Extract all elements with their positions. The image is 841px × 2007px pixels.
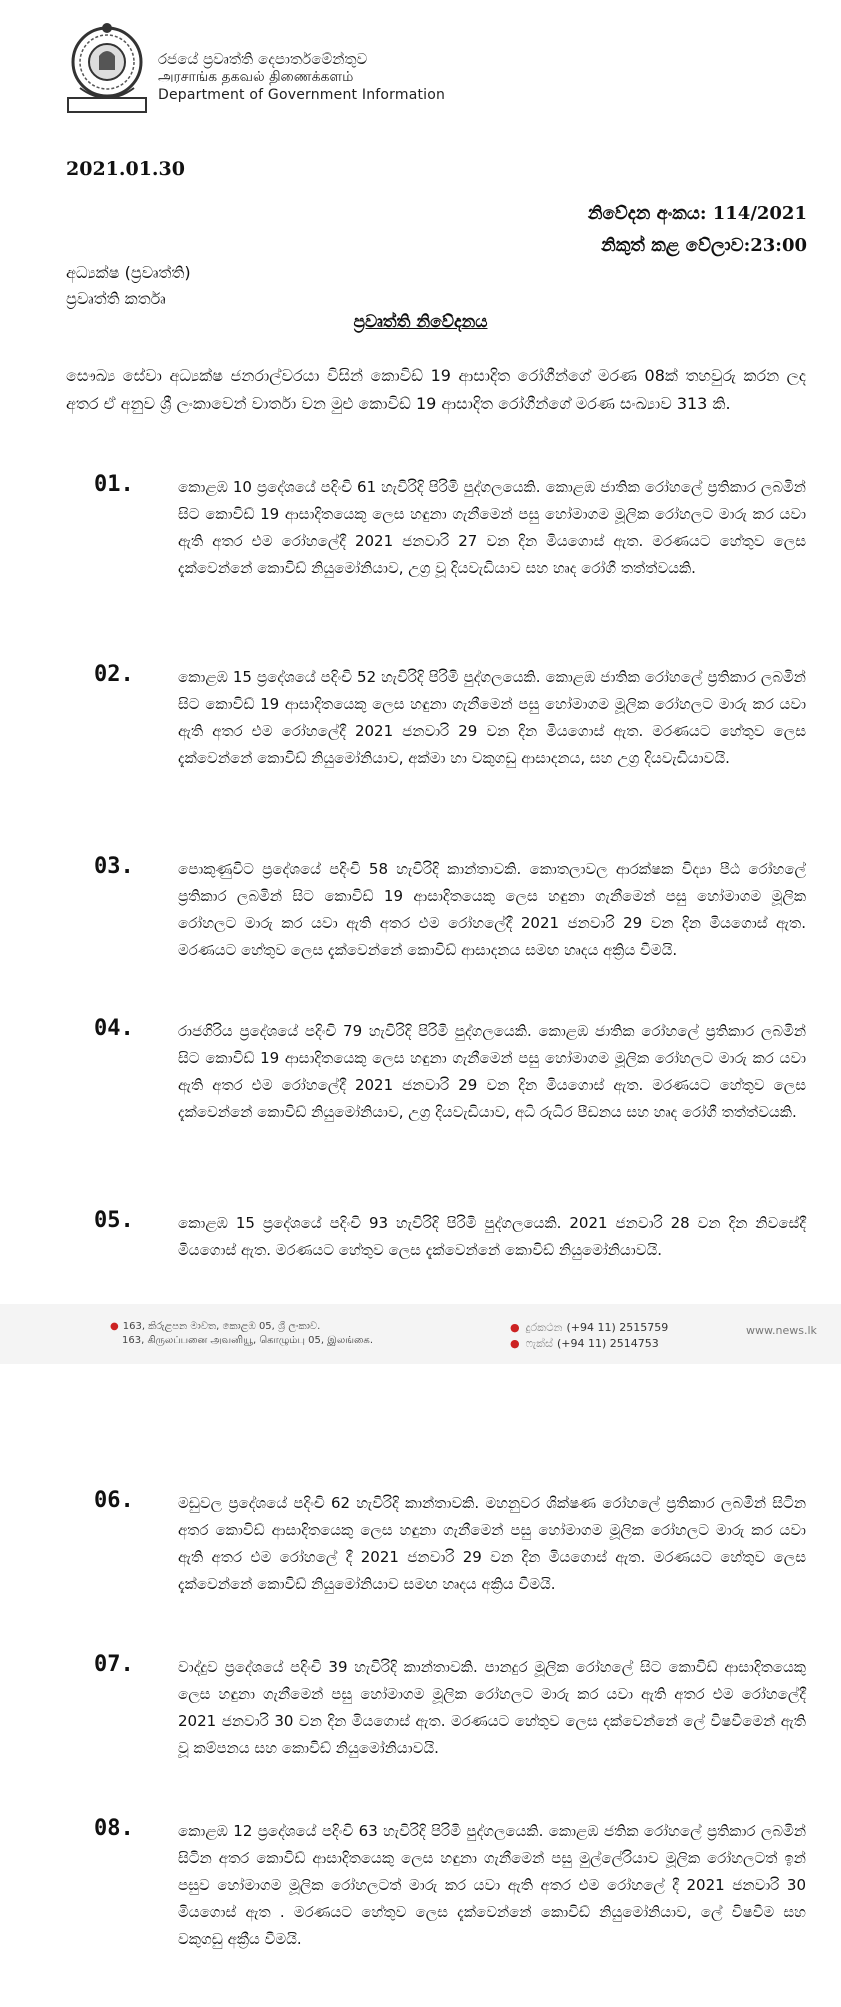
org-name-english: Department of Government Information [158,87,446,103]
release-number: නිවේදන අංකය: 114/2021 [587,203,807,224]
release-time: නිකුත් කළ වේලාව:23:00 [601,235,807,256]
address-tamil: 163, கிருலப்பனை அவனியூ, கொழும்பு 05, இலங்கை. [122,1335,374,1346]
addressee-line-2: ප්‍රවෘත්ති කර්තෘ [66,289,166,308]
death-record-4 [94,1018,806,1126]
item-number: 02. [94,662,134,687]
item-number: 05. [94,1208,134,1233]
item-text: වාද්දුව ප්‍රදේශයේ පදිංචි 39 හැවිරිදි කාන්තාවකි. පානදුර මූලික රෝහලේ සිට කොවිඩ් ආසාදිතයෙකු ලෙස හඳුනා ගැනීමෙන් පසු හෝමාගම මූලික රෝහලට මාරු කර යවා ඇති අතර එම රෝහලේදී 2021 ජනවාරි 30 වන දින මියගොස් ඇත. මරණයට හේතුව ලෙස දක්වෙන්නේ ලේ විෂවීමෙන් ඇති වූ කම්පනය සහ කොවිඩ් නියුමෝනියාවයි. [178,1658,806,1757]
item-text: කොළඹ 10 ප්‍රදේශයේ පදිංචි 61 හැවිරිදි පිරිමි පුද්ගලයෙකි. කොළඹ ජාතික රෝහලේ ප්‍රතිකාර ලබමින් සිට කොවිඩ් 19 ආසාදිතයෙකු ලෙස හඳුනා ගැනීමෙන් පසු හෝමාගම මූලික රෝහලට මාරු කර යවා ඇති අතර එම රෝහලේදී 2021 ජනවාරි 27 වන දින මියගොස් ඇත. මරණයට හේතුව ලෙස දැක්වෙන්නේ කොවිඩ් නියුමෝනියාව, උග්‍ර වූ දියවැඩියාව සහ හෘද රෝගී තත්ත්වයකි. [178,478,806,577]
item-number: 01. [94,472,134,497]
item-number: 08. [94,1816,134,1841]
death-record-1 [94,474,806,582]
document-title [0,312,841,332]
death-record-2 [94,664,806,772]
letterhead-footer [0,1304,841,1364]
death-record-5 [94,1210,806,1264]
item-text: කොළඹ 15 ප්‍රදේශයේ පදිංචි 93 හැවිරිදි පිරිමි පුද්ගලයෙකි. 2021 ජනවාරි 28 වන දින නිවසේදී මියගොස් ඇත. මරණයට හේතුව ලෙස දැක්වෙන්නේ කොවිඩ් නියුමෝනියාවයි. [178,1214,806,1259]
fax-number: (+94 11) 2514753 [556,1337,659,1350]
addressee-line-1: අධ්‍යක්ෂ (ප්‍රවෘත්ති) [66,263,191,282]
sri-lanka-emblem-icon [66,18,148,116]
footer-contacts [510,1320,668,1352]
phone-icon: ● [510,1321,520,1334]
location-icon: ● [110,1321,119,1332]
item-number: 04. [94,1016,134,1041]
footer-address [110,1320,373,1348]
death-record-7 [94,1654,806,1762]
org-name-sinhala: රජයේ ප්‍රවෘත්ති දෙපාර්තමේන්තුව [158,50,368,68]
item-number: 07. [94,1652,134,1677]
intro-paragraph: සෞඛ්‍ය සේවා අධ්‍යක්ෂ ජනරාල්වරයා විසින් කොවිඩ් 19 ආසාදිත රෝගීන්ගේ මරණ 08ක් තහවුරු කරන ලද අතර ඒ අනුව ශ්‍රී ලංකාවෙන් වාර්තා වන මුළු කොවිඩ් 19 ආසාදිත රෝගීන්ගේ මරණ සංඛ්‍යාව 313 කි. [66,366,806,413]
release-meta [588,198,807,262]
phone-label: දුරකථන [525,1321,563,1334]
fax-label: ෆැක්ස් [525,1337,553,1350]
document-title-text: ප්‍රවෘත්ති නිවේදනය [353,312,488,332]
item-number: 06. [94,1488,134,1513]
fax-icon: ● [510,1337,520,1350]
item-text: මඩුවල ප්‍රදේශයේ පදිංචි 62 හැවිරිදි කාන්තාවකි. මහනුවර ශික්ෂණ රෝහලේ ප්‍රතිකාර ලබමින් සිටින අතර කොවිඩ් ආසාදිතයෙකු ලෙස හඳුනා ගැනීමෙන් පසු හෝමාගම මූලික රෝහලට මාරු කර යවා ඇති අතර එම රෝහලේ දී 2021 ජනවාරි 29 වන දින මියගොස් ඇත. මරණයට හේතුව ලෙස දැක්වෙන්නේ කොවිඩ් නියුමෝනියාව සමඟ හෘදය අක්‍රිය වීමයි. [178,1494,806,1593]
death-record-8 [94,1818,806,1953]
item-text: කොළඹ 12 ප්‍රදේශයේ පදිංචි 63 හැවිරිදි පිරිමි පුද්ගලයෙකි. කොළඹ ජතික රෝහලේ ප්‍රතිකාර ලබමින් සිටින අතර කොවිඩ් ආසාදිතයෙකු ලෙස හඳුනා ගැනීමෙන් පසු මුල්ලේරියාව මූලික රෝහලටත් ඉන් පසුව හෝමාගම මූලික රෝහලටත් මාරු කර යවා ඇති අතර එම රෝහලේ දී 2021 ජනවාරි 30 මියගොස් ඇත . මරණයට හේතුව ලෙස දැක්වෙන්නේ කොවිඩ් නියුමෝනියාව, ලේ විෂවීම සහ වකුගඩු අක්‍රීය වීමයි. [178,1822,806,1948]
item-number: 03. [94,854,134,879]
death-record-6 [94,1490,806,1598]
item-text: කොළඹ 15 ප්‍රදේශයේ පදිංචි 52 හැවිරිදි පිරිමි පුද්ගලයෙකි. කොළඹ ජාතික රෝහලේ ප්‍රතිකාර ලබමින් සිට කොවිඩ් 19 ආසාදිතයෙකු ලෙස හඳුනා ගැනීමෙන් පසු හෝමාගම මූලික රෝහලට මාරු කර යවා ඇති අතර එම රෝහලේදී 2021 ජනවාරි 29 වන දින මියගොස් ඇත. මරණයට හේතුව ලෙස දැක්වෙන්නේ කොවිඩ් නියුමෝනියාව, අක්මා හා වකුගඩු ආසාදනය, සහ උග්‍ර දියවැඩියාවයි. [178,668,806,767]
letterhead [66,18,486,118]
org-name-tamil: அரசாங்க தகவல் திணைக்களம் [158,69,354,85]
item-text: පොකුණුවිට ප්‍රදේශයේ පදිංචි 58 හැවිරිදි කාන්තාවකි. කොතලාවල ආරක්ෂක විද්‍යා පීඨ රෝහලේ ප්‍රතිකාර ලබමින් සිට කොවිඩ් 19 ආසාදිතයෙකු ලෙස හඳුනා ගැනීමෙන් පසු හෝමාගම මූලික රෝහලට මාරු කර යවා ඇති අතර එම රෝහලේදී 2021 ජනවාරි 29 වන දින මියගොස් ඇත. මරණයට හේතුව ලෙස දැක්වෙන්නේ කොවිඩ් ආසාදනය සමඟ හෘදය අක්‍රිය වීමයි. [178,860,806,959]
release-date: 2021.01.30 [66,158,185,180]
phone-number: (+94 11) 2515759 [566,1321,669,1334]
organization-name [158,50,445,104]
item-text: රාජගිරිය ප්‍රදේශයේ පදිංචි 79 හැවිරිදි පිරිමි පුද්ගලයෙකි. කොළඹ ජාතික රෝහලේ ප්‍රතිකාර ලබමින් සිට කොවිඩ් 19 ආසාදිතයෙකු ලෙස හඳුනා ගැනීමෙන් පසු හෝමාගම මූලික රෝහලට මාරු කර යවා ඇති අතර එම රෝහලේදී 2021 ජනවාරි 29 වන දින මියගොස් ඇත. මරණයට හේතුව ලෙස දැක්වෙන්නේ කොවිඩ් නියුමෝනියාව, උග්‍ර දියවැඩියාව, අධි රුධිර පීඩනය සහ හෘද රෝගී තත්ත්වයකි. [178,1022,806,1121]
death-record-3 [94,856,806,964]
footer-website: www.news.lk [746,1324,817,1337]
address-sinhala: 163, කිරුළපන මාවත, කොළඹ 05, ශ්‍රී ලංකාව. [122,1321,321,1332]
addressee [66,260,191,312]
